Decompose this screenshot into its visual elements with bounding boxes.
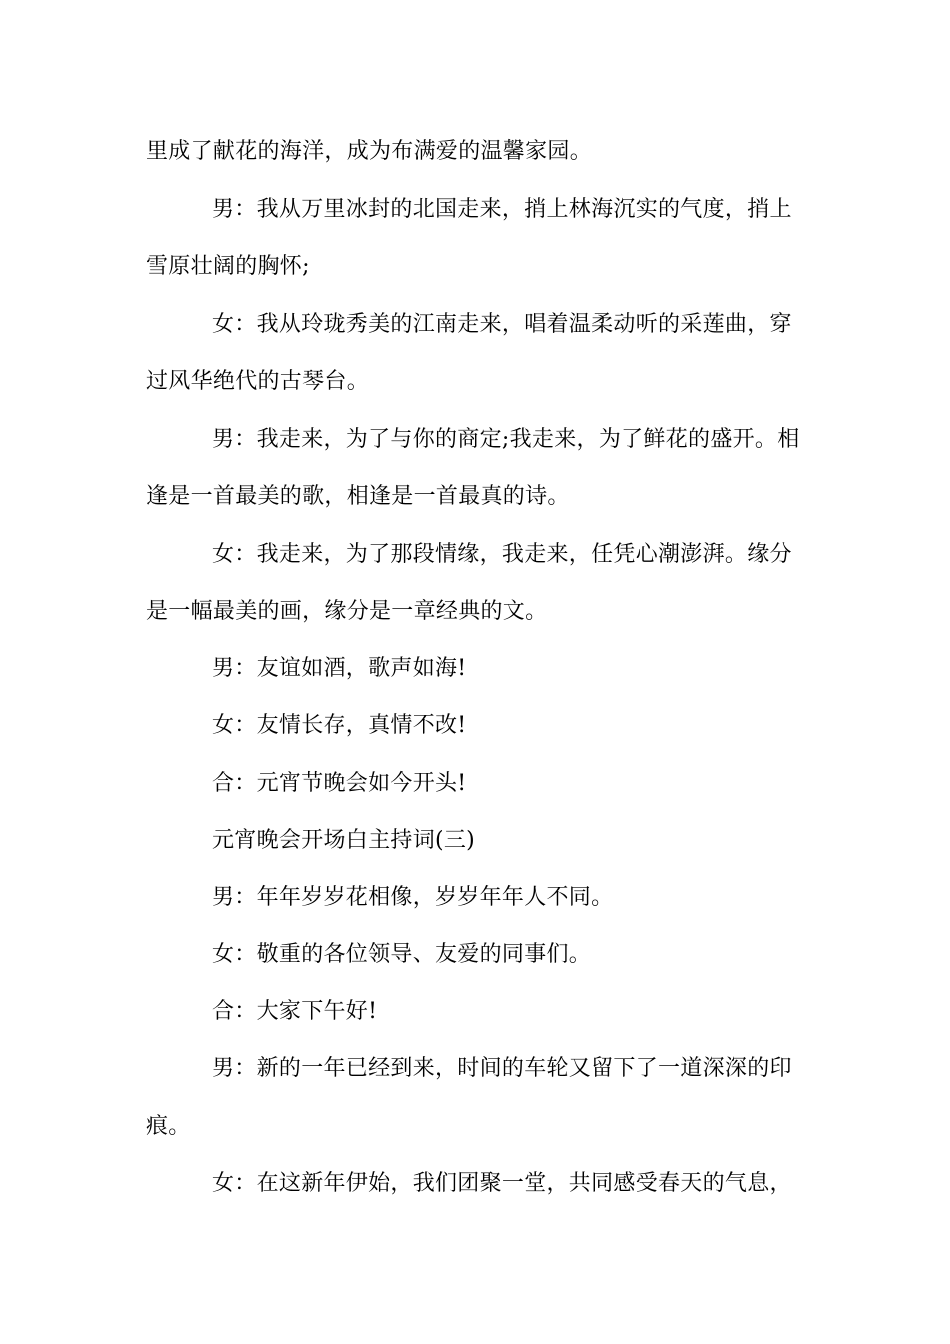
paragraph-line: 男：友谊如酒，歌声如海! [212,656,467,681]
paragraph-line: 雪原壮阔的胸怀; [146,254,310,279]
paragraph-line: 合：元宵节晚会如今开头! [212,771,467,796]
paragraph-line: 男：我从万里冰封的北国走来，捎上林海沉实的气度，捎上 [212,197,792,222]
paragraph-line: 痕。 [146,1114,191,1139]
paragraph-line: 女：友情长存，真情不改! [212,713,467,738]
paragraph-line: 是一幅最美的画，缘分是一章经典的文。 [146,599,548,624]
paragraph-line: 男：我走来，为了与你的商定;我走来，为了鲜花的盛开。相 [212,427,800,452]
paragraph-line: 里成了献花的海洋，成为布满爱的温馨家园。 [146,139,593,164]
paragraph-line: 男：年年岁岁花相像，岁岁年年人不同。 [212,885,614,910]
paragraph-line: 男：新的一年已经到来，时间的车轮又留下了一道深深的印 [212,1056,792,1081]
paragraph-line: 女：敬重的各位领导、友爱的同事们。 [212,942,592,967]
paragraph-line: 女：我从玲珑秀美的江南走来，唱着温柔动听的采莲曲，穿 [212,312,792,337]
section-heading: 元宵晚会开场白主持词(三) [212,828,476,853]
paragraph-line: 过风华绝代的古琴台。 [146,369,370,394]
paragraph-line: 合：大家下午好! [212,999,378,1024]
paragraph-line: 女：在这新年伊始，我们团聚一堂，共同感受春天的气息， [212,1171,792,1196]
paragraph-line: 女：我走来，为了那段情缘，我走来，任凭心潮澎湃。缘分 [212,542,792,567]
paragraph-line: 逢是一首最美的歌，相逢是一首最真的诗。 [146,484,570,509]
